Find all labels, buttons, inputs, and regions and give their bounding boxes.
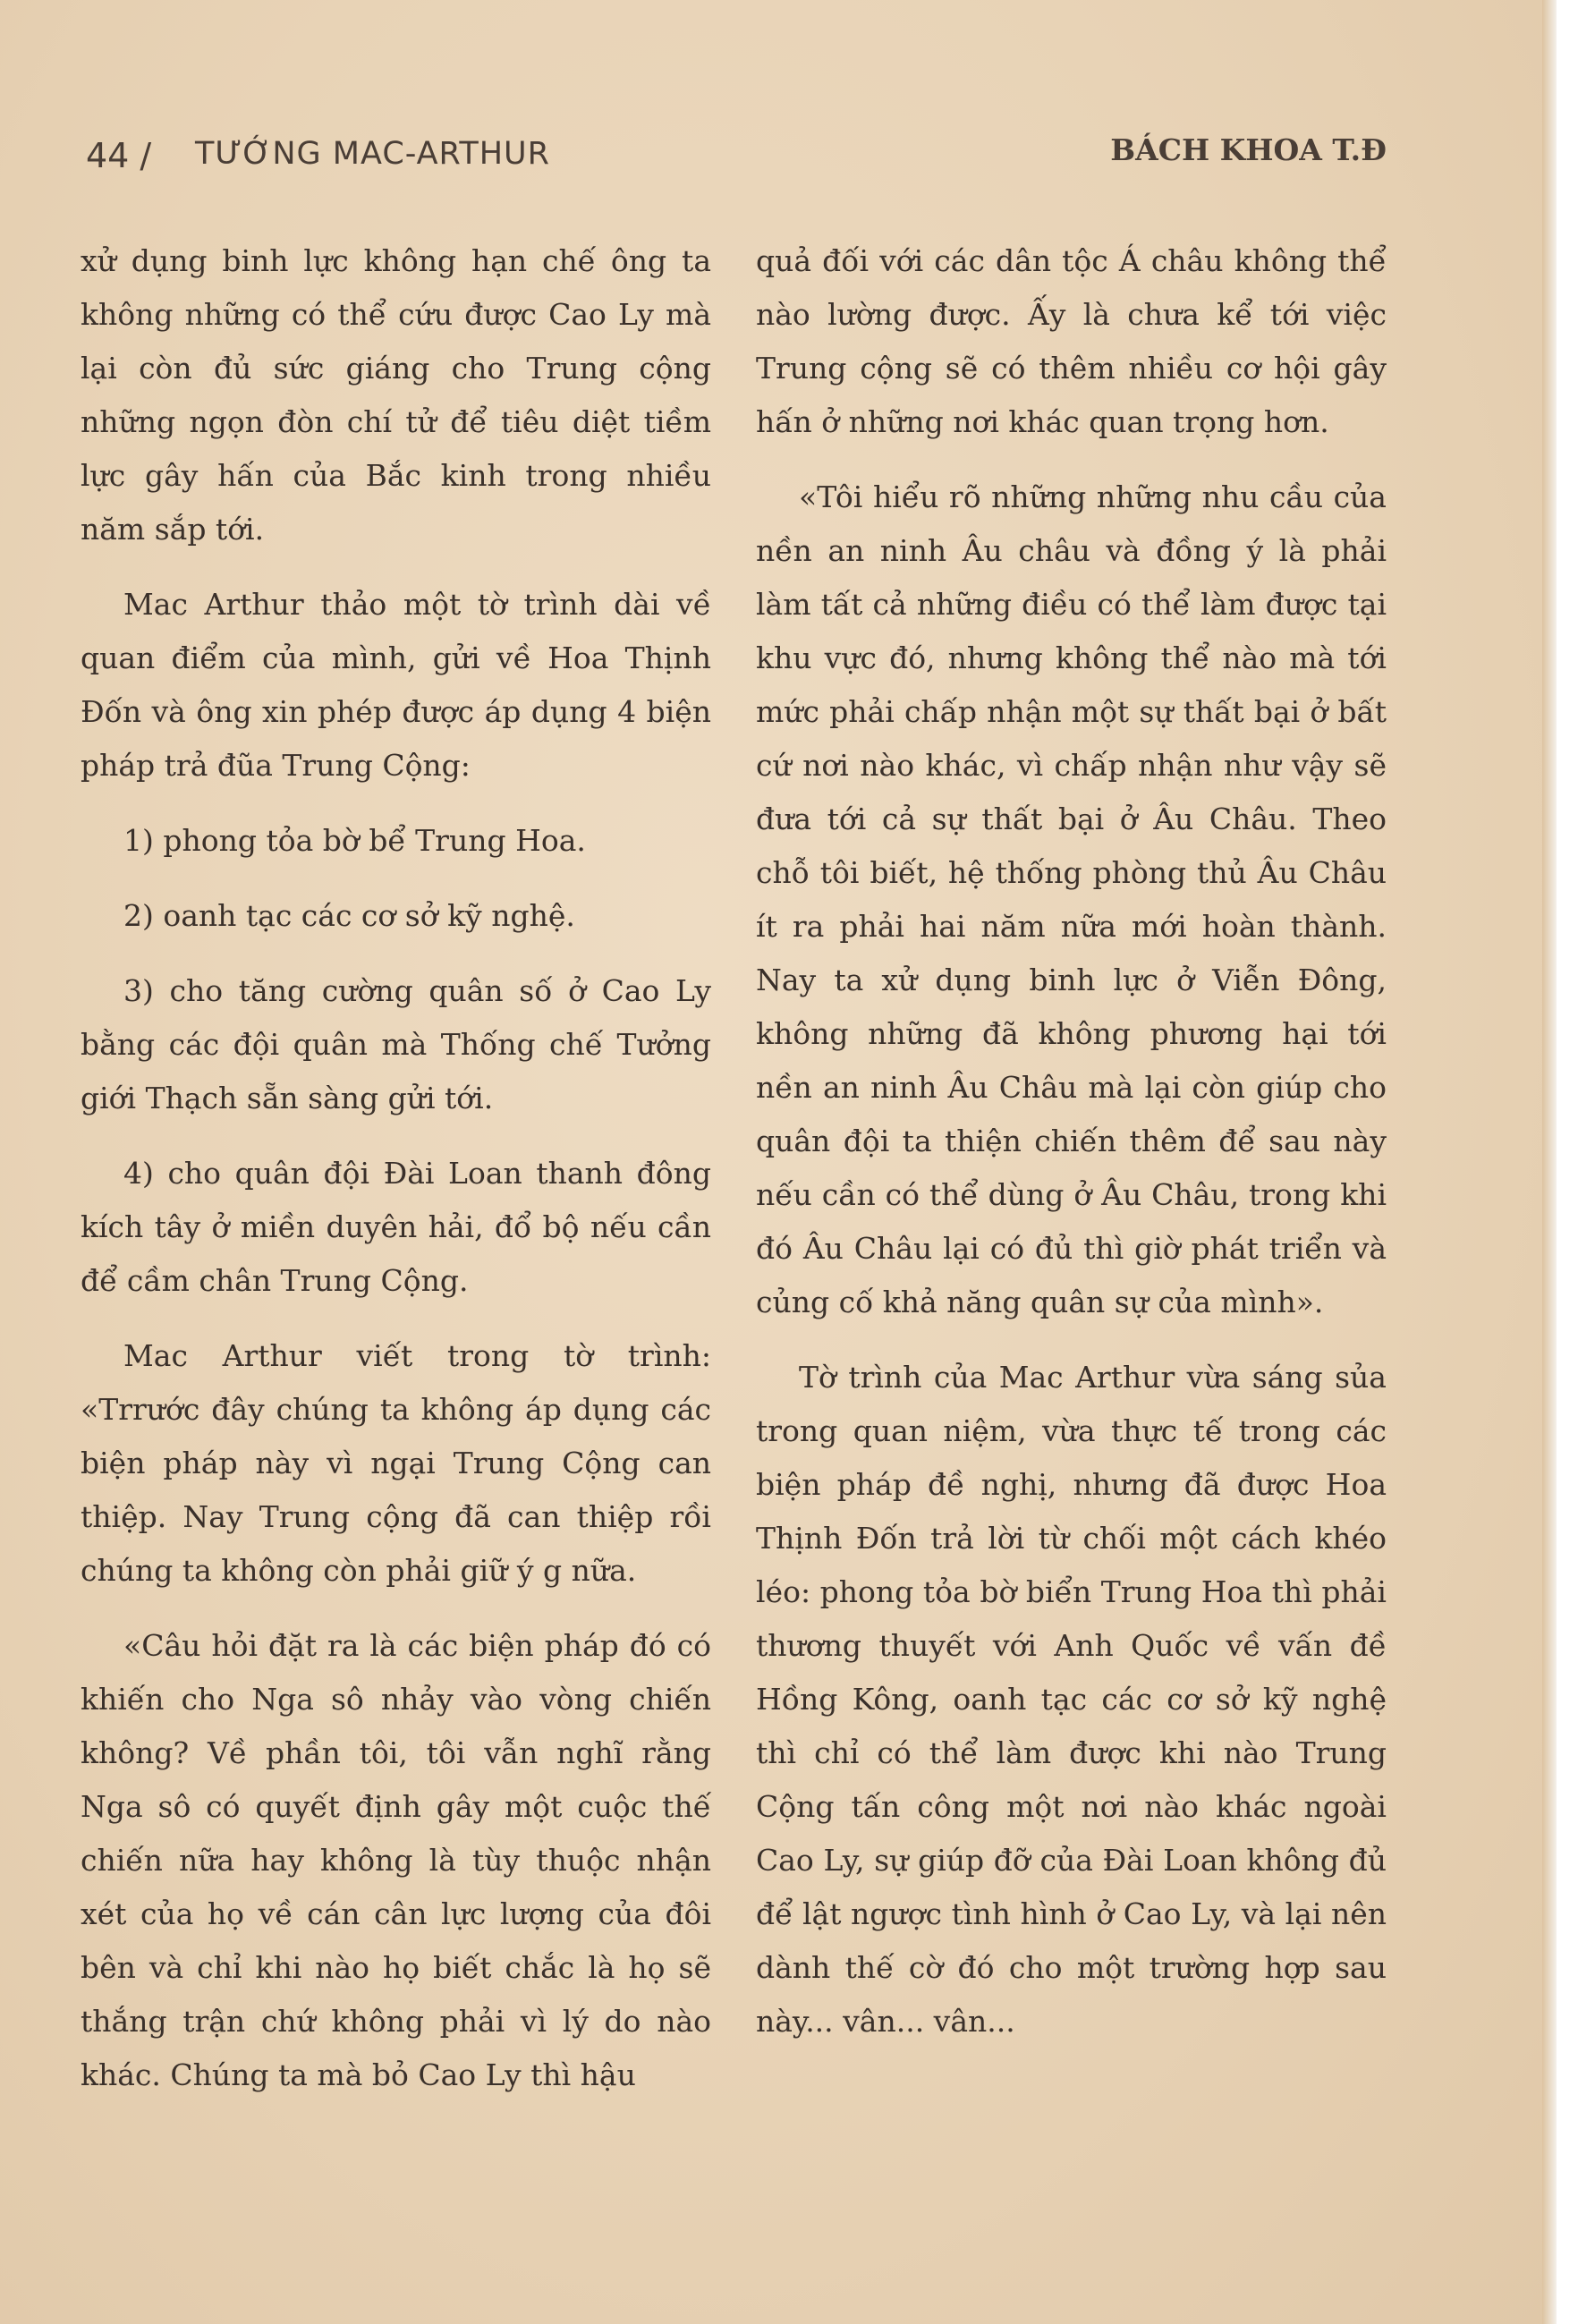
list-item: 1) phong tỏa bờ bể Trung Hoa.: [123, 823, 586, 858]
paragraph: Mac Arthur viết trong tờ trình: «Trrước đây chúng ta không áp dụng các biện pháp này vì ngại Trung Cộng can thiệp. Nay Trung cộng đã can thiệp rồi chúng ta không còn phải giữ ý g nữa.: [81, 1338, 711, 1588]
paragraph: xử dụng binh lực không hạn chế ông ta không những có thể cứu được Cao Ly mà lại còn đủ sức giáng cho Trung cộng những ngọn đòn chí tử để tiêu diệt tiềm lực gây hấn của Bắc kinh trong nhiều năm sắp tới.: [81, 243, 711, 547]
paragraph: «Tôi hiểu rõ những những nhu cầu của nền an ninh Âu châu và đồng ý là phải làm tất cả những điều có thể làm được tại khu vực đó, nhưng không thể nào mà tới mức phải chấp nhận một sự thất bại ở bất cứ nơi nào khác, vì chấp nhận như vậy sẽ đưa tới cả sự thất bại ở Âu Châu. Theo chỗ tôi biết, hệ thống phòng thủ Âu Châu ít ra phải hai năm nữa mới hoàn thành. Nay ta xử dụng binh lực ở Viễn Đông, không những đã không phương hại tới nền an ninh Âu Châu mà lại còn giúp cho quân đội ta thiện chiến thêm để sau này nếu cần có thể dùng ở Âu Châu, trong khi đó Âu Châu lại có đủ thì giờ phát triển và củng cố khả năng quân sự của mình».: [756, 479, 1387, 1319]
page-number: 44 /: [86, 136, 152, 175]
list-item: 3) cho tăng cường quân số ở Cao Ly bằng các đội quân mà Thống chế Tưởng giới Thạch sẵn sàng gửi tới.: [81, 973, 711, 1115]
paragraph: quả đối với các dân tộc Á châu không thể nào lường được. Ấy là chưa kể tới việc Trung cộng sẽ có thêm nhiều cơ hội gây hấn ở những nơi khác quan trọng hơn.: [756, 243, 1387, 439]
page-header: [0, 132, 1557, 177]
running-title: TƯỚNG MAC-ARTHUR: [195, 136, 550, 172]
paragraph: «Câu hỏi đặt ra là các biện pháp đó có khiến cho Nga sô nhảy vào vòng chiến không? Về phần tôi, tôi vẫn nghĩ rằng Nga sô có quyết định gây một cuộc thế chiến nữa hay không là tùy thuộc nhận xét của họ về cán cân lực lượng của đôi bên và chỉ khi nào họ biết chắc là họ sẽ thắng trận chứ không phải vì lý do nào khác. Chúng ta mà bỏ Cao Ly thì hậu: [81, 1628, 711, 2092]
left-column: [81, 234, 711, 2124]
paragraph: Mac Arthur thảo một tờ trình dài về quan điểm của mình, gửi về Hoa Thịnh Đốn và ông xin phép được áp dụng 4 biện pháp trả đũa Trung Cộng:: [81, 587, 711, 783]
page-edge: [1542, 0, 1557, 2324]
list-item: 2) oanh tạc các cơ sở kỹ nghệ.: [123, 898, 575, 933]
paragraph: Tờ trình của Mac Arthur vừa sáng sủa trong quan niệm, vừa thực tế trong các biện pháp đề nghị, nhưng đã được Hoa Thịnh Đốn trả lời từ chối một cách khéo léo: phong tỏa bờ biển Trung Hoa thì phải thương thuyết với Anh Quốc về vấn đề Hồng Kông, oanh tạc các cơ sở kỹ nghệ thì chỉ có thể làm được khi nào Trung Cộng tấn công một nơi nào khác ngoài Cao Ly, sự giúp đỡ của Đài Loan không đủ để lật ngược tình hình ở Cao Ly, và lại nên dành thế cờ đó cho một trường hợp sau này... vân... vân...: [756, 1360, 1387, 2039]
publication-name: BÁCH KHOA T.Đ: [1110, 132, 1387, 167]
list-item: 4) cho quân đội Đài Loan thanh đông kích tây ở miền duyên hải, đổ bộ nếu cần để cầm chân Trung Cộng.: [81, 1156, 711, 1298]
right-column: [756, 234, 1387, 2070]
